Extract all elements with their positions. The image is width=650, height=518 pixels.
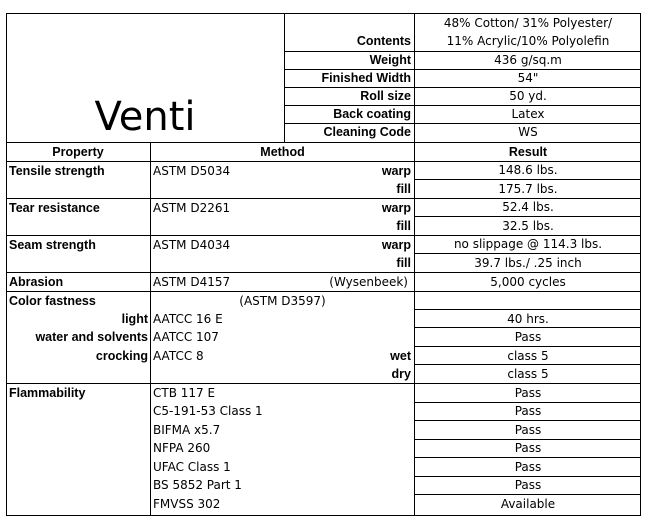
sub-property-label: water and solvents [35, 330, 148, 344]
spec-value: 50 yd. [509, 89, 547, 103]
method-text: FMVSS 302 [153, 497, 221, 511]
header-result: Result [508, 145, 548, 159]
method-text: BS 5852 Part 1 [153, 478, 242, 492]
property-label: Seam strength [9, 238, 96, 252]
result-value: Pass [514, 330, 542, 344]
header-property: Property [52, 145, 104, 159]
direction-label: warp [381, 201, 411, 215]
spec-value: Latex [511, 107, 545, 121]
method-text: ASTM D4034 [153, 238, 231, 252]
spec-label: Finished Width [321, 71, 411, 85]
direction-label: warp [381, 238, 411, 252]
result-value: 175.7 lbs. [498, 182, 558, 196]
property-label: Tear resistance [9, 201, 100, 215]
result-value: 5,000 cycles [490, 275, 566, 289]
method-text: BIFMA x5.7 [153, 423, 221, 437]
product-title: Venti [94, 94, 196, 140]
result-value: Available [500, 497, 556, 511]
result-value: 148.6 lbs. [498, 163, 558, 177]
result-value: Pass [514, 478, 542, 492]
result-value: class 5 [507, 367, 549, 381]
property-label: Color fastness [9, 294, 96, 308]
method-text: ASTM D4157 [153, 275, 231, 289]
method-text: UFAC Class 1 [153, 460, 231, 474]
method-text: CTB 117 E [153, 386, 216, 400]
result-value: Pass [514, 386, 542, 400]
result-value: 40 hrs. [507, 312, 549, 326]
method-note: (Wysenbeek) [329, 275, 408, 289]
spec-value: 54" [517, 71, 539, 85]
direction-label: fill [396, 256, 411, 270]
method-note: (ASTM D3597) [239, 294, 326, 308]
result-value: 52.4 lbs. [502, 200, 554, 214]
result-value: Pass [514, 441, 542, 455]
method-text: C5-191-53 Class 1 [153, 404, 263, 418]
spec-value: WS [518, 125, 538, 139]
direction-label: fill [396, 182, 411, 196]
spec-label: Contents [356, 34, 411, 48]
result-value: Pass [514, 460, 542, 474]
header-method: Method [260, 145, 305, 159]
col-line [150, 142, 151, 516]
method-text: NFPA 260 [153, 441, 211, 455]
result-value: 32.5 lbs. [502, 219, 554, 233]
sub-property-label: light [121, 312, 148, 326]
method-text: ASTM D2261 [153, 201, 231, 215]
direction-label: fill [396, 219, 411, 233]
spec-sheet [6, 13, 641, 516]
method-text: AATCC 107 [153, 330, 219, 344]
spec-label: Weight [369, 53, 411, 67]
spec-label: Back coating [333, 107, 411, 121]
property-label: Abrasion [9, 275, 64, 289]
spec-value: 48% Cotton/ 31% Polyester/ [443, 16, 613, 30]
result-value: Pass [514, 404, 542, 418]
result-value: Pass [514, 423, 542, 437]
direction-label: dry [391, 367, 411, 381]
spec-value: 11% Acrylic/10% Polyolefin [446, 34, 610, 48]
result-value: 39.7 lbs./ .25 inch [474, 256, 582, 270]
spec-label: Cleaning Code [323, 125, 411, 139]
spec-value: 436 g/sq.m [494, 53, 562, 67]
method-text: ASTM D5034 [153, 164, 231, 178]
direction-label: warp [381, 164, 411, 178]
property-label: Tensile strength [9, 164, 105, 178]
method-text: AATCC 8 [153, 349, 204, 363]
method-text: AATCC 16 E [153, 312, 223, 326]
result-value: no slippage @ 114.3 lbs. [453, 237, 603, 251]
sub-property-label: crocking [95, 349, 148, 363]
result-value: class 5 [507, 349, 549, 363]
spec-label: Roll size [360, 89, 411, 103]
property-label: Flammability [9, 386, 86, 400]
direction-label: wet [390, 349, 411, 363]
